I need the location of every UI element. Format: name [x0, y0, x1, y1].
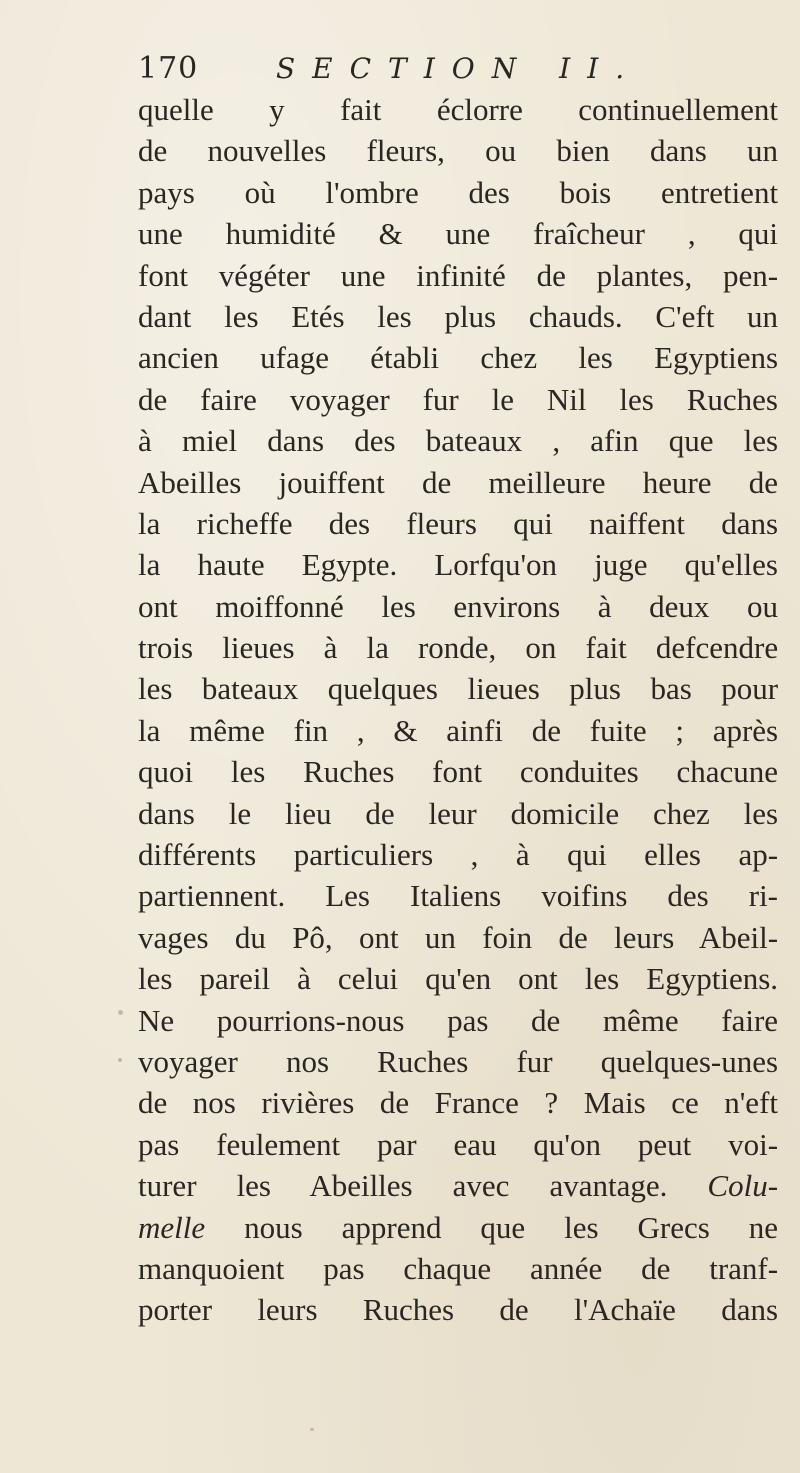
text-line: partiennent. Les Italiens voifins des ri- [138, 878, 779, 914]
text-line: une humidité & une fraîcheur , qui [138, 216, 778, 252]
text-line: Ne pourrions-nous pas de même faire [138, 1002, 779, 1038]
text-line: dant les Etés les plus chauds. C'eft un [138, 298, 779, 334]
paper-speck [118, 1010, 123, 1015]
text-line: la haute Egypte. Lorfqu'on juge qu'elles [138, 547, 778, 583]
text-line: les pareil à celui qu'en ont les Egyptiens. [138, 961, 779, 997]
text-line: quoi les Ruches font conduites chacune [138, 754, 779, 790]
text-line: vages du Pô, ont un foin de leurs Abeil- [138, 919, 779, 955]
text-line: manquoient pas chaque année de tranf- [138, 1250, 779, 1286]
text-line: dans le lieu de leur domicile chez les [138, 795, 779, 831]
page-number: 170 [138, 51, 199, 86]
text-line: trois lieues à la ronde, on fait defcendre [138, 630, 779, 666]
text-line: porter leurs Ruches de l'Achaïe dans [138, 1292, 779, 1328]
text-line: font végéter une infinité de plantes, pen- [138, 257, 779, 293]
text-line: ont moiffonné les environs à deux ou [138, 588, 778, 624]
text-line: la même fin , & ainfi de fuite ; après [138, 712, 779, 748]
text-line: voyager nos Ruches fur quelques-unes [138, 1043, 779, 1079]
text-line: les bateaux quelques lieues plus bas pour [138, 671, 779, 707]
text-line: pays où l'ombre des bois entretient [138, 174, 779, 210]
body-text [138, 89, 778, 1331]
paper-speck [310, 1428, 314, 1431]
paper-speck [118, 1058, 122, 1062]
text-line: turer les Abeilles avec avantage. Colu- [138, 1168, 779, 1204]
text-line: à miel dans des bateaux , afin que les [138, 423, 779, 459]
text-line: pas feulement par eau qu'on peut voi- [138, 1126, 779, 1162]
page-header [138, 44, 778, 94]
text-line: de faire voyager fur le Nil les Ruches [138, 381, 778, 417]
text-line: la richeffe des fleurs qui naiffent dans [138, 505, 779, 541]
text-line: melle nous apprend que les Grecs ne [138, 1209, 779, 1245]
text-line: de nouvelles fleurs, ou bien dans un [138, 133, 779, 169]
running-head: SECTION II. [276, 52, 642, 85]
text-line: différents particuliers , à qui elles ap- [138, 837, 779, 873]
text-line: Abeilles jouiffent de meilleure heure de [138, 464, 779, 500]
text-line: quelle y fait éclorre continuellement [138, 92, 779, 127]
text-line: de nos rivières de France ? Mais ce n'eft [138, 1085, 778, 1121]
text-line: ancien ufage établi chez les Egyptiens [138, 340, 779, 376]
